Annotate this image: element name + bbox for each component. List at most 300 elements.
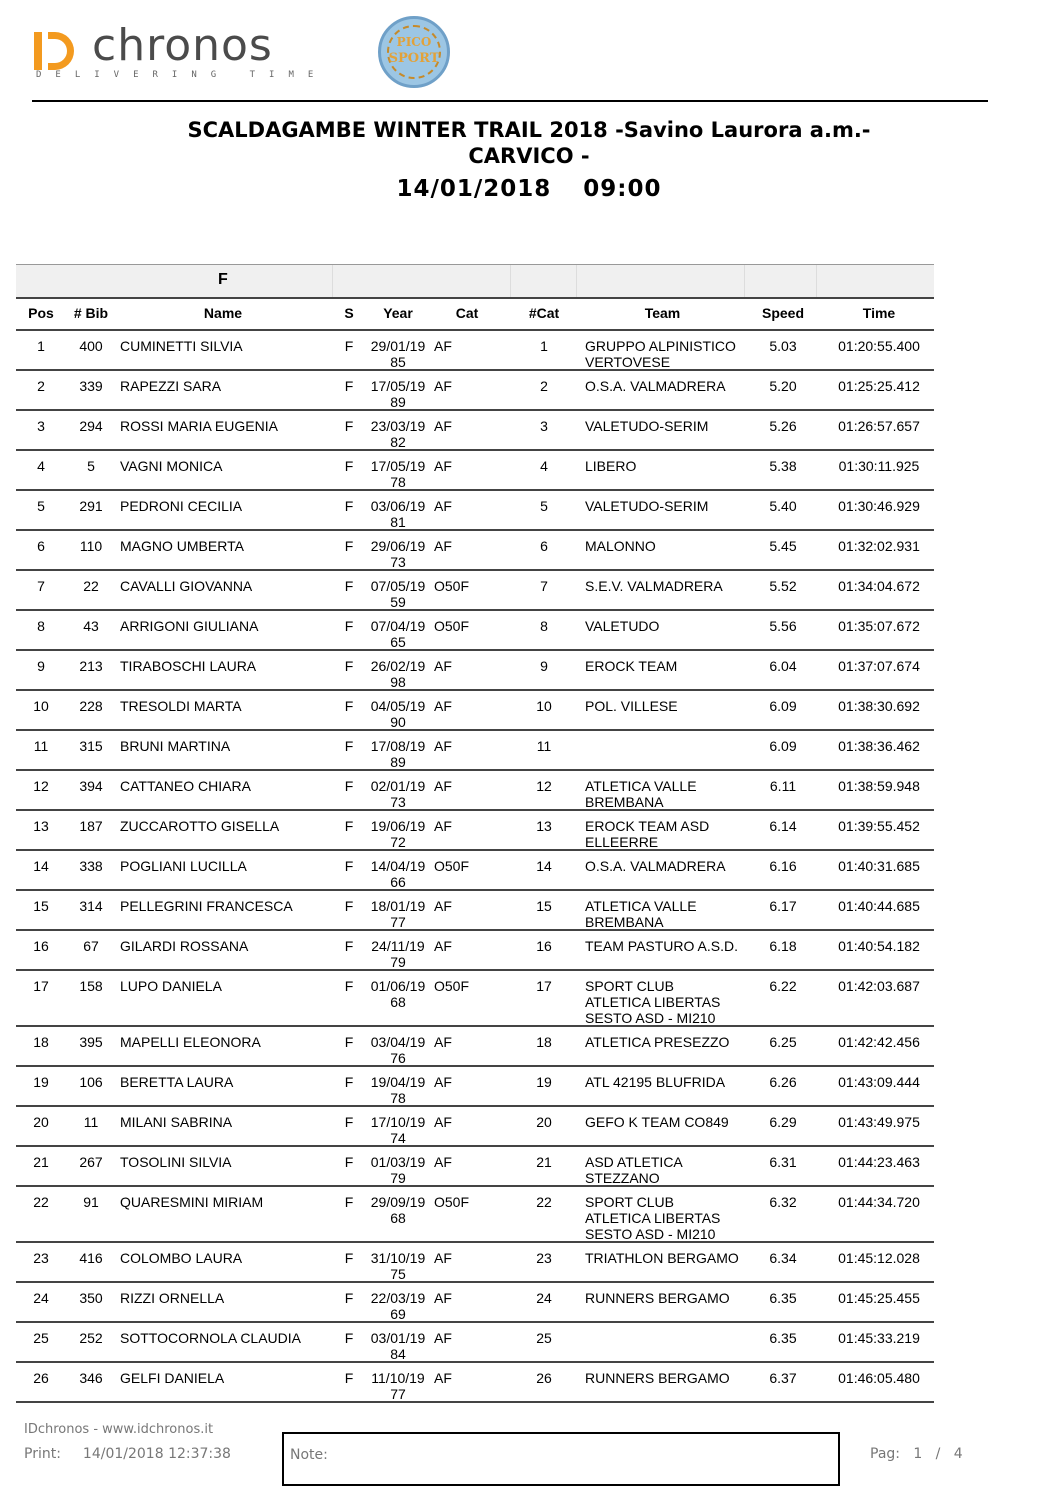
- row-team-line: ATLETICA VALLE: [585, 778, 697, 794]
- row-team-line: ATL 42195 BLUFRIDA: [585, 1074, 726, 1090]
- row-year-suffix: 79: [390, 954, 406, 970]
- group-divider: [576, 265, 577, 297]
- row-name: MAGNO UMBERTA: [120, 538, 244, 554]
- row-time: 01:25:25.412: [838, 378, 920, 394]
- row-year-date: 01/03/19: [370, 1154, 426, 1170]
- row-cat: AF: [434, 538, 452, 554]
- row-ncat: 11: [536, 738, 552, 754]
- col-bib-header: # Bib: [73, 305, 109, 321]
- row-sex: F: [344, 898, 354, 914]
- row-time: 01:42:42.456: [838, 1034, 920, 1050]
- row-pos: 20: [33, 1114, 49, 1130]
- row-speed: 5.56: [769, 618, 797, 634]
- row-cat: AF: [434, 1370, 452, 1386]
- row-ncat: 22: [536, 1194, 552, 1210]
- table-row: [16, 771, 934, 811]
- row-year: [368, 818, 428, 850]
- row-year-date: 07/05/19: [370, 578, 426, 594]
- row-sex: F: [344, 498, 354, 514]
- row-year-date: 03/06/19: [370, 498, 426, 514]
- row-time: 01:43:49.975: [838, 1114, 920, 1130]
- row-year: [368, 1154, 428, 1186]
- row-name: BRUNI MARTINA: [120, 738, 231, 754]
- row-time: 01:38:36.462: [838, 738, 920, 754]
- row-name: CUMINETTI SILVIA: [120, 338, 243, 354]
- row-speed: 6.09: [769, 738, 797, 754]
- row-speed: 5.26: [769, 418, 797, 434]
- row-ncat: 18: [536, 1034, 552, 1050]
- row-time: 01:40:44.685: [838, 898, 920, 914]
- row-pos: 17: [33, 978, 49, 994]
- row-sex: F: [344, 1290, 354, 1306]
- row-ncat: 1: [540, 338, 548, 354]
- row-year-suffix: 68: [390, 994, 406, 1010]
- row-ncat: 13: [536, 818, 552, 834]
- row-pos: 13: [33, 818, 49, 834]
- row-cat: O50F: [434, 578, 470, 594]
- results-table: [16, 264, 934, 1403]
- row-bib: 339: [79, 378, 103, 394]
- row-speed: 5.38: [769, 458, 797, 474]
- row-speed: 6.29: [769, 1114, 797, 1130]
- row-team-line: EROCK TEAM: [585, 658, 678, 674]
- row-team-line: TRIATHLON BERGAMO: [585, 1250, 739, 1266]
- row-speed: 5.20: [769, 378, 797, 394]
- row-year-date: 24/11/19: [371, 938, 425, 954]
- row-year-date: 23/03/19: [370, 418, 426, 434]
- row-name: CAVALLI GIOVANNA: [120, 578, 253, 594]
- row-year-date: 29/01/19: [370, 338, 426, 354]
- row-cat: AF: [434, 658, 452, 674]
- col-year-header: Year: [383, 305, 413, 321]
- row-name: TRESOLDI MARTA: [120, 698, 242, 714]
- row-team-line: ELLEERRE: [585, 834, 659, 850]
- row-name: ZUCCAROTTO GISELLA: [120, 818, 280, 834]
- row-team-line: ATLETICA VALLE: [585, 898, 697, 914]
- row-name: TOSOLINI SILVIA: [120, 1154, 232, 1170]
- group-divider: [744, 265, 745, 297]
- row-cat: AF: [434, 898, 452, 914]
- row-ncat: 4: [540, 458, 548, 474]
- page-current: 1: [913, 1446, 923, 1462]
- row-year-suffix: 98: [390, 674, 406, 690]
- row-year: [368, 738, 428, 770]
- row-speed: 6.18: [769, 938, 797, 954]
- row-team: [585, 1034, 760, 1050]
- table-row: [16, 611, 934, 651]
- logo-mark-bar: [34, 32, 42, 70]
- table-row: [16, 811, 934, 851]
- row-team-line: ATLETICA PRESEZZO: [585, 1034, 730, 1050]
- row-team: [585, 778, 760, 810]
- row-team: [585, 1290, 760, 1306]
- table-row: [16, 651, 934, 691]
- row-pos: 3: [37, 418, 45, 434]
- row-speed: 6.11: [769, 778, 797, 794]
- row-bib: 338: [79, 858, 103, 874]
- row-team: [585, 1114, 760, 1130]
- row-name: ARRIGONI GIULIANA: [120, 618, 259, 634]
- row-year: [368, 1330, 428, 1362]
- row-sex: F: [344, 698, 354, 714]
- row-cat: AF: [434, 1074, 452, 1090]
- table-row: [16, 731, 934, 771]
- page-total: 4: [953, 1446, 963, 1462]
- page-indicator: [870, 1446, 963, 1462]
- row-year-suffix: 74: [390, 1130, 406, 1146]
- row-year-date: 03/01/19: [370, 1330, 426, 1346]
- table-row: [16, 1067, 934, 1107]
- row-team-line: LIBERO: [585, 458, 637, 474]
- row-year: [368, 658, 428, 690]
- row-speed: 6.35: [769, 1330, 797, 1346]
- row-pos: 1: [37, 338, 45, 354]
- row-speed: 5.40: [769, 498, 797, 514]
- row-team-line: BREMBANA: [585, 794, 664, 810]
- row-sex: F: [344, 578, 354, 594]
- row-cat: AF: [434, 1290, 452, 1306]
- row-cat: AF: [434, 378, 452, 394]
- row-bib: 11: [83, 1114, 99, 1130]
- group-header-row: [16, 264, 934, 299]
- row-year-suffix: 69: [390, 1306, 406, 1322]
- row-team-line: SESTO ASD - MI210: [585, 1010, 716, 1026]
- row-pos: 12: [33, 778, 49, 794]
- row-name: CATTANEO CHIARA: [120, 778, 251, 794]
- row-bib: 67: [83, 938, 99, 954]
- table-row: [16, 411, 934, 451]
- row-bib: 267: [79, 1154, 103, 1170]
- row-name: MAPELLI ELEONORA: [120, 1034, 261, 1050]
- row-time: 01:45:25.455: [838, 1290, 920, 1306]
- note-box: [282, 1432, 840, 1486]
- col-team-header: Team: [644, 305, 681, 321]
- row-team: [585, 378, 760, 394]
- row-name: PEDRONI CECILIA: [120, 498, 243, 514]
- row-year-date: 03/04/19: [370, 1034, 426, 1050]
- row-ncat: 21: [536, 1154, 552, 1170]
- row-time: 01:42:03.687: [838, 978, 920, 994]
- row-team: [585, 1154, 760, 1186]
- seal-text-bottom: SPORT: [388, 51, 440, 66]
- row-year-date: 14/04/19: [370, 858, 426, 874]
- row-cat: AF: [434, 738, 452, 754]
- row-pos: 10: [33, 698, 49, 714]
- row-sex: F: [344, 858, 354, 874]
- row-sex: F: [344, 1194, 354, 1210]
- row-team: [585, 1370, 760, 1386]
- table-row: [16, 931, 934, 971]
- footer-print: [24, 1446, 231, 1462]
- row-year: [368, 778, 428, 810]
- row-year-suffix: 72: [390, 834, 406, 850]
- row-pos: 8: [37, 618, 45, 634]
- row-year: [368, 578, 428, 610]
- row-year-suffix: 78: [390, 1090, 406, 1106]
- row-time: 01:26:57.657: [838, 418, 920, 434]
- row-sex: F: [344, 1034, 354, 1050]
- row-year-date: 19/06/19: [370, 818, 426, 834]
- event-title: SCALDAGAMBE WINTER TRAIL 2018 -Savino Laurora a.m.-: [187, 118, 871, 142]
- row-bib: 291: [79, 498, 103, 514]
- row-sex: F: [344, 458, 354, 474]
- row-bib: 187: [79, 818, 103, 834]
- row-name: PELLEGRINI FRANCESCA: [120, 898, 293, 914]
- row-time: 01:30:11.925: [838, 458, 920, 474]
- row-cat: AF: [434, 338, 452, 354]
- row-name: RAPEZZI SARA: [120, 378, 222, 394]
- row-speed: 6.04: [769, 658, 797, 674]
- row-time: 01:40:31.685: [838, 858, 920, 874]
- row-cat: O50F: [434, 978, 470, 994]
- row-ncat: 8: [540, 618, 548, 634]
- table-row: [16, 1147, 934, 1187]
- event-location: CARVICO -: [468, 144, 590, 168]
- row-year-date: 02/01/19: [370, 778, 426, 794]
- table-row: [16, 691, 934, 731]
- row-team-line: VALETUDO-SERIM: [585, 498, 709, 514]
- row-year: [368, 338, 428, 370]
- row-year: [368, 1114, 428, 1146]
- col-sex-header: S: [344, 305, 354, 321]
- row-team-line: MALONNO: [585, 538, 656, 554]
- col-ncat-header: #Cat: [528, 305, 560, 321]
- row-time: 01:38:59.948: [838, 778, 920, 794]
- event-date: 14/01/2018: [396, 176, 552, 202]
- row-team-line: GEFO K TEAM CO849: [585, 1114, 729, 1130]
- row-cat: O50F: [434, 618, 470, 634]
- row-year-suffix: 73: [390, 794, 406, 810]
- row-bib: 315: [79, 738, 103, 754]
- row-pos: 7: [37, 578, 45, 594]
- row-team: [585, 618, 760, 634]
- print-label: Print:: [24, 1446, 61, 1462]
- logo-tagline: DELIVERING TIME: [36, 70, 328, 80]
- row-name: RIZZI ORNELLA: [120, 1290, 225, 1306]
- col-speed-header: Speed: [761, 305, 804, 321]
- row-pos: 14: [33, 858, 49, 874]
- row-cat: AF: [434, 1114, 452, 1130]
- table-row: [16, 571, 934, 611]
- row-bib: 43: [83, 618, 99, 634]
- row-ncat: 2: [540, 378, 548, 394]
- row-ncat: 16: [536, 938, 552, 954]
- row-team: [585, 578, 760, 594]
- row-name: SOTTOCORNOLA CLAUDIA: [120, 1330, 302, 1346]
- row-ncat: 17: [536, 978, 552, 994]
- row-team: [585, 938, 760, 954]
- row-ncat: 9: [540, 658, 548, 674]
- row-time: 01:40:54.182: [838, 938, 920, 954]
- row-cat: AF: [434, 498, 452, 514]
- row-speed: 6.09: [769, 698, 797, 714]
- row-sex: F: [344, 1154, 354, 1170]
- group-divider: [510, 265, 511, 297]
- row-pos: 19: [33, 1074, 49, 1090]
- row-pos: 18: [33, 1034, 49, 1050]
- row-speed: 6.14: [769, 818, 797, 834]
- row-ncat: 15: [536, 898, 552, 914]
- row-team: [585, 458, 760, 474]
- row-team-line: POL. VILLESE: [585, 698, 678, 714]
- row-year-suffix: 73: [390, 554, 406, 570]
- row-year: [368, 538, 428, 570]
- row-sex: F: [344, 818, 354, 834]
- row-pos: 26: [33, 1370, 49, 1386]
- row-cat: AF: [434, 1250, 452, 1266]
- row-speed: 6.31: [769, 1154, 797, 1170]
- row-bib: 394: [79, 778, 103, 794]
- row-name: VAGNI MONICA: [120, 458, 223, 474]
- row-team-line: SPORT CLUB: [585, 978, 674, 994]
- row-team-line: RUNNERS BERGAMO: [585, 1370, 730, 1386]
- results-rows: [16, 331, 934, 1403]
- row-year-date: 22/03/19: [370, 1290, 426, 1306]
- row-cat: AF: [434, 418, 452, 434]
- group-label: F: [218, 271, 228, 288]
- row-year-date: 29/09/19: [370, 1194, 426, 1210]
- table-row: [16, 491, 934, 531]
- row-bib: 314: [79, 898, 103, 914]
- row-year-date: 17/05/19: [370, 378, 426, 394]
- row-name: TIRABOSCHI LAURA: [120, 658, 257, 674]
- row-name: LUPO DANIELA: [120, 978, 222, 994]
- row-sex: F: [344, 1330, 354, 1346]
- row-bib: 252: [79, 1330, 103, 1346]
- row-year-date: 29/06/19: [370, 538, 426, 554]
- row-sex: F: [344, 338, 354, 354]
- row-ncat: 19: [536, 1074, 552, 1090]
- row-sex: F: [344, 1370, 354, 1386]
- row-ncat: 6: [540, 538, 548, 554]
- row-year-suffix: 82: [390, 434, 406, 450]
- row-sex: F: [344, 618, 354, 634]
- row-team-line: ASD ATLETICA: [585, 1154, 683, 1170]
- row-sex: F: [344, 1250, 354, 1266]
- row-bib: 416: [79, 1250, 103, 1266]
- event-time: 09:00: [583, 176, 662, 202]
- row-team: [585, 418, 760, 434]
- row-year-suffix: 59: [390, 594, 406, 610]
- row-name: POGLIANI LUCILLA: [120, 858, 247, 874]
- row-sex: F: [344, 938, 354, 954]
- row-year-suffix: 89: [390, 754, 406, 770]
- row-year-date: 11/10/19: [371, 1370, 425, 1386]
- row-pos: 9: [37, 658, 45, 674]
- row-speed: 6.16: [769, 858, 797, 874]
- header-divider: [32, 100, 988, 102]
- row-year-suffix: 85: [390, 354, 406, 370]
- row-year: [368, 1370, 428, 1402]
- row-ncat: 14: [536, 858, 552, 874]
- row-speed: 6.25: [769, 1034, 797, 1050]
- row-year-suffix: 79: [390, 1170, 406, 1186]
- row-cat: AF: [434, 818, 452, 834]
- row-name: QUARESMINI MIRIAM: [120, 1194, 264, 1210]
- row-cat: AF: [434, 1034, 452, 1050]
- row-sex: F: [344, 658, 354, 674]
- row-year-suffix: 68: [390, 1210, 406, 1226]
- row-team: [585, 978, 760, 1026]
- row-bib: 5: [87, 458, 95, 474]
- row-bib: 400: [79, 338, 103, 354]
- row-cat: AF: [434, 458, 452, 474]
- row-year-suffix: 77: [390, 1386, 406, 1402]
- row-pos: 23: [33, 1250, 49, 1266]
- row-year-date: 31/10/19: [370, 1250, 426, 1266]
- sponsor-seal-logo: [378, 16, 450, 88]
- row-speed: 6.34: [769, 1250, 797, 1266]
- row-year: [368, 938, 428, 970]
- row-name: BERETTA LAURA: [120, 1074, 234, 1090]
- note-label: Note:: [290, 1447, 328, 1463]
- row-time: 01:45:33.219: [838, 1330, 920, 1346]
- row-cat: O50F: [434, 1194, 470, 1210]
- row-year-suffix: 65: [390, 634, 406, 650]
- row-speed: 6.26: [769, 1074, 797, 1090]
- row-team: [585, 1194, 760, 1242]
- row-bib: 350: [79, 1290, 103, 1306]
- row-team-line: BREMBANA: [585, 914, 664, 930]
- row-cat: AF: [434, 938, 452, 954]
- table-row: [16, 851, 934, 891]
- row-team: [585, 858, 760, 874]
- row-pos: 15: [33, 898, 49, 914]
- col-name-header: Name: [203, 305, 243, 321]
- table-row: [16, 1027, 934, 1067]
- row-year: [368, 1250, 428, 1282]
- row-year-date: 17/05/19: [370, 458, 426, 474]
- row-speed: 6.17: [769, 898, 797, 914]
- table-row: [16, 1107, 934, 1147]
- row-sex: F: [344, 978, 354, 994]
- row-time: 01:37:07.674: [838, 658, 920, 674]
- col-pos-header: Pos: [28, 305, 54, 321]
- row-year-date: 04/05/19: [370, 698, 426, 714]
- row-pos: 2: [37, 378, 45, 394]
- row-name: GELFI DANIELA: [120, 1370, 225, 1386]
- row-team-line: EROCK TEAM ASD: [585, 818, 710, 834]
- row-speed: 5.03: [769, 338, 797, 354]
- row-year-date: 18/01/19: [370, 898, 426, 914]
- col-cat-header: Cat: [455, 305, 479, 321]
- row-year: [368, 1074, 428, 1106]
- row-pos: 24: [33, 1290, 49, 1306]
- row-team-line: VERTOVESE: [585, 354, 671, 370]
- row-ncat: 10: [536, 698, 552, 714]
- row-pos: 6: [37, 538, 45, 554]
- row-sex: F: [344, 778, 354, 794]
- seal-text-top: PICO: [396, 35, 432, 49]
- row-team: [585, 498, 760, 514]
- row-year-date: 17/08/19: [370, 738, 426, 754]
- row-cat: AF: [434, 698, 452, 714]
- row-pos: 21: [33, 1154, 49, 1170]
- row-year: [368, 378, 428, 410]
- row-year: [368, 698, 428, 730]
- table-row: [16, 371, 934, 411]
- row-sex: F: [344, 1074, 354, 1090]
- row-sex: F: [344, 738, 354, 754]
- row-sex: F: [344, 418, 354, 434]
- row-pos: 25: [33, 1330, 49, 1346]
- table-row: [16, 1243, 934, 1283]
- row-team: [585, 818, 760, 850]
- idchronos-logo: [34, 20, 328, 82]
- row-ncat: 5: [540, 498, 548, 514]
- row-year-suffix: 81: [390, 514, 406, 530]
- row-bib: 106: [79, 1074, 103, 1090]
